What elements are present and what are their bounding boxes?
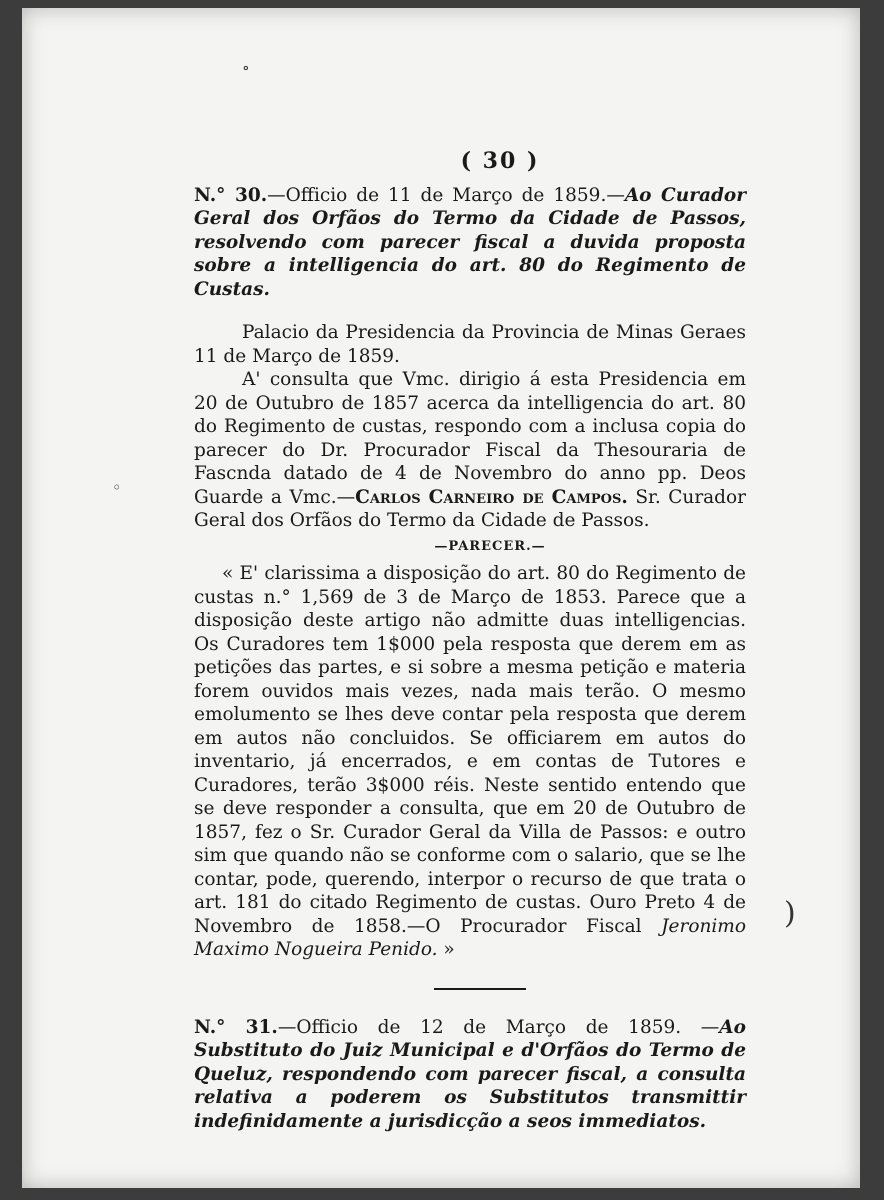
letter-addressee: Sr. Curador Geral dos Orfãos do Termo da Cidade de Passos. — [194, 486, 747, 531]
entry-30 — [194, 184, 746, 302]
ink-speck: ∘ — [242, 58, 250, 77]
page-number: ( 30 ) — [460, 148, 540, 174]
parecer-heading: —PARECER.— — [434, 538, 546, 554]
letter-signature: Carlos Carneiro de Campos. — [355, 486, 628, 508]
page-edge-mark: ) — [784, 896, 796, 931]
entry-30-number: N.° 30. — [194, 184, 268, 206]
entry-31 — [194, 1016, 746, 1134]
book-page — [22, 8, 860, 1188]
entry-31-summary: Ao Substituto do Juiz Municipal e d'Orfãos do Termo de Queluz, respondendo com parecer fiscal, a consulta relativa a poderem os Substitutos transmittir indefinidamente a jurisdicção a seos immediatos. — [194, 1016, 746, 1132]
parecer-text: « E' clarissima a disposição do art. 80 do Regimento de custas n.° 1,569 de 3 de Março de 1853. Parece que a disposição deste artigo não admitte duas intelligencias. Os Curadores tem 1$000 pela resposta que derem em as petições das partes, e si sobre a mesma petição e materia forem ouvidos mais vezes, nada mais terão. O mesmo emolumento se lhes deve contar pela resposta que derem em autos não concluidos. Se officiarem em autos do inventario, já encerrados, e em contas de Tutores e Curadores, terão 3$000 réis. Neste sentido entendo que se deve responder a consulta, que em 20 de Outubro de 1857, fez o Sr. Curador Geral da Villa de Passos: e outro sim que quando não se conforme com o salario, que se lhe contar, pode, querendo, interpor o recurso de que trata o art. 181 do citado Regimento de custas. Ouro Preto 4 de Novembro de 1858.—O Procurador Fiscal — [194, 563, 746, 937]
entry-30-title: —Officio de 11 de Março de 1859.— — [267, 184, 625, 206]
entry-31-title: —Officio de 12 de Março de 1859. — — [277, 1016, 720, 1038]
section-divider — [434, 988, 526, 990]
parecer-signer: Jeronimo Maximo Nogueira Penido. — [194, 915, 746, 960]
parecer-body — [194, 562, 746, 962]
letter-body — [194, 368, 746, 533]
letter-text: A' consulta que Vmc. dirigio á esta Presidencia em 20 de Outubro de 1857 acerca da intelligencia do art. 80 do Regimento de custas, respondo com a inclusa copia do parecer do Dr. Procurador Fiscal da Thesouraria de Fascnda datado de 4 de Novembro do anno pp. Deos Guarde a Vmc.— — [194, 369, 746, 508]
entry-31-number: N.° 31. — [194, 1016, 278, 1038]
palace-dateline: Palacio da Presidencia da Provincia de Minas Geraes 11 de Março de 1859. — [194, 322, 746, 367]
page-text — [194, 150, 746, 1133]
ink-speck: ◦ — [112, 478, 122, 497]
entry-30-summary: Ao Curador Geral dos Orfãos do Termo da Cidade de Passos, resolvendo com parecer fiscal a duvida proposta sobre a intelligencia do art. 80 do Regimento de Custas. — [194, 184, 746, 300]
parecer-close: » — [443, 939, 455, 960]
